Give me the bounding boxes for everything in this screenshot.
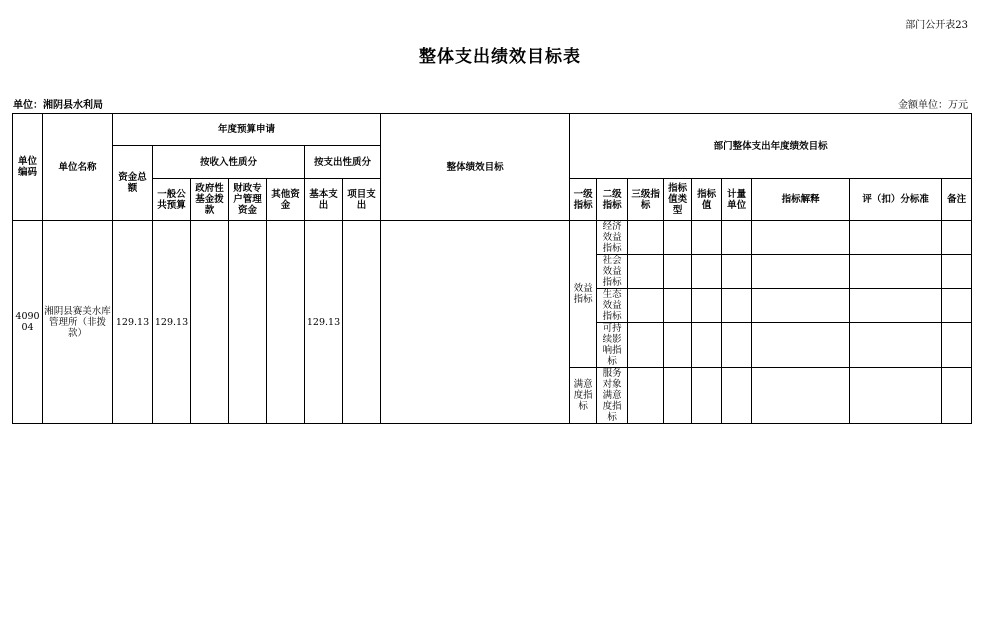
header-total-funds: 资金总额 xyxy=(113,146,153,221)
empty-cell xyxy=(752,368,850,424)
header-level3: 三级指标 xyxy=(628,179,664,221)
header-general-budget: 一般公共预算 xyxy=(153,179,191,221)
cell-service-target-indicator: 服务对象满意度指标 xyxy=(597,368,628,424)
unit-label: 单位：湘阴县水利局 xyxy=(13,100,103,111)
header-project-expense: 项目支出 xyxy=(343,179,381,221)
empty-cell xyxy=(752,221,850,255)
empty-cell xyxy=(722,368,752,424)
cell-benefit-indicator: 效益指标 xyxy=(570,221,597,368)
empty-cell xyxy=(850,255,942,289)
empty-cell xyxy=(850,289,942,323)
cell-unit-code: 409004 xyxy=(13,221,43,424)
empty-cell xyxy=(692,289,722,323)
empty-cell xyxy=(850,368,942,424)
empty-cell xyxy=(722,255,752,289)
header-by-expense: 按支出性质分 xyxy=(305,146,381,179)
empty-cell xyxy=(628,255,664,289)
empty-cell xyxy=(664,221,692,255)
cell-basic-expense: 129.13 xyxy=(305,221,343,424)
empty-cell xyxy=(752,289,850,323)
cell-satisfaction-indicator: 满意度指标 xyxy=(570,368,597,424)
cell-special-account xyxy=(229,221,267,424)
empty-cell xyxy=(942,368,972,424)
empty-cell xyxy=(692,323,722,368)
empty-cell xyxy=(752,323,850,368)
empty-cell xyxy=(664,255,692,289)
cell-ecological-indicator: 生态效益指标 xyxy=(597,289,628,323)
empty-cell xyxy=(628,221,664,255)
empty-cell xyxy=(942,289,972,323)
header-unit-name: 单位名称 xyxy=(43,114,113,221)
empty-cell xyxy=(692,255,722,289)
empty-cell xyxy=(942,255,972,289)
cell-sustainable-indicator: 可持续影响指标 xyxy=(597,323,628,368)
form-number: 部门公开表23 xyxy=(905,20,968,31)
header-remark: 备注 xyxy=(942,179,972,221)
cell-gov-fund xyxy=(191,221,229,424)
empty-cell xyxy=(942,221,972,255)
header-gov-fund: 政府性基金拨款 xyxy=(191,179,229,221)
empty-cell xyxy=(752,255,850,289)
header-basic-expense: 基本支出 xyxy=(305,179,343,221)
empty-cell xyxy=(628,289,664,323)
empty-cell xyxy=(722,289,752,323)
cell-unit-name: 湘阴县赛美水库管理所（非拨款） xyxy=(43,221,113,424)
cell-overall-goal xyxy=(381,221,570,424)
header-level1: 一级指标 xyxy=(570,179,597,221)
header-overall-goal: 整体绩效目标 xyxy=(381,114,570,221)
cell-social-indicator: 社会效益指标 xyxy=(597,255,628,289)
empty-cell xyxy=(850,221,942,255)
cell-other-funds xyxy=(267,221,305,424)
cell-project-expense xyxy=(343,221,381,424)
cell-economic-indicator: 经济效益指标 xyxy=(597,221,628,255)
header-budget-group: 年度预算申请 xyxy=(113,114,381,146)
page-title: 整体支出绩效目标表 xyxy=(419,47,581,67)
header-level2: 二级指标 xyxy=(597,179,628,221)
empty-cell xyxy=(850,323,942,368)
header-indicator-value: 指标值 xyxy=(692,179,722,221)
cell-general-budget: 129.13 xyxy=(153,221,191,424)
header-indicator-explain: 指标解释 xyxy=(752,179,850,221)
empty-cell xyxy=(664,368,692,424)
empty-cell xyxy=(722,323,752,368)
performance-table xyxy=(12,113,972,424)
empty-cell xyxy=(942,323,972,368)
empty-cell xyxy=(664,289,692,323)
empty-cell xyxy=(692,368,722,424)
empty-cell xyxy=(664,323,692,368)
header-other-funds: 其他资金 xyxy=(267,179,305,221)
amount-unit-label: 金额单位：万元 xyxy=(898,100,968,111)
empty-cell xyxy=(722,221,752,255)
cell-total-funds: 129.13 xyxy=(113,221,153,424)
empty-cell xyxy=(628,323,664,368)
header-unit-code: 单位编码 xyxy=(13,114,43,221)
empty-cell xyxy=(692,221,722,255)
header-by-income: 按收入性质分 xyxy=(153,146,305,179)
empty-cell xyxy=(628,368,664,424)
header-indicator-type: 指标值类型 xyxy=(664,179,692,221)
header-special-account: 财政专户管理资金 xyxy=(229,179,267,221)
header-scoring: 评（扣）分标准 xyxy=(850,179,942,221)
header-dept-goal-group: 部门整体支出年度绩效目标 xyxy=(570,114,972,179)
header-measure-unit: 计量单位 xyxy=(722,179,752,221)
